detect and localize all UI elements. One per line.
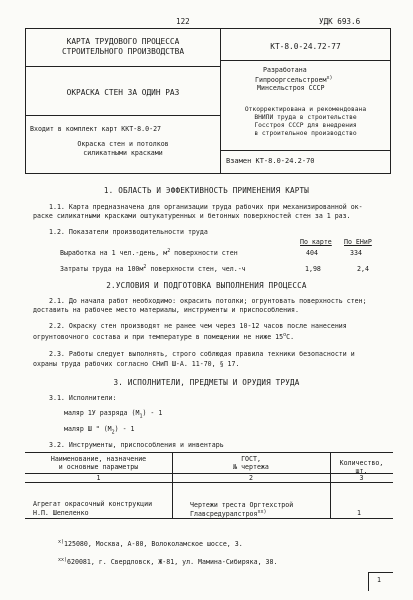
- developed-label: Разработана: [263, 66, 307, 74]
- table-row-1-gost-2: Главсредуралстроя$^{хх)}$: [190, 509, 267, 519]
- table-header-gost-2: № чертежа: [233, 463, 269, 471]
- table-col-number-1: 1: [96, 474, 101, 482]
- footnote-1: $^{х)}$125080, Москва, А-80, Волоколамское шоссе, 3.: [58, 539, 243, 549]
- section-2-1-line-1: 2.1. До начала работ необходимо: окрасить потолки; огрунтовать поверхность стен;: [49, 297, 367, 305]
- set-title-1: Окраска стен и потолков: [77, 140, 169, 148]
- section-2-3-line-1: 2.3. Работы следует выполнять, строго соблюдая правила техники безопасности и: [49, 350, 355, 358]
- replaces-label: Взамен КТ-8.0-24.2-70: [226, 157, 315, 165]
- table-row-1-gost-1: Чертежи треста Оргтехстрой: [190, 501, 294, 509]
- developer-2: Минсельстроя СССР: [257, 84, 325, 92]
- set-title-2: силикатными красками: [83, 149, 163, 157]
- table-row-1-qty: 1: [357, 509, 361, 517]
- table-header-gost-1: ГОСТ,: [241, 455, 261, 463]
- table-header-name-1: Наименование, назначение: [50, 455, 147, 463]
- section-2-2-line-2: огрунтовочного состава и при температуре в помещении не ниже $15^оС$.: [33, 332, 295, 342]
- productivity-row-1-card: 404: [306, 249, 318, 257]
- column-by-card: По карте: [300, 238, 332, 246]
- table-col-number-2: 2: [249, 474, 253, 482]
- approval-line-4: в строительное производство: [254, 130, 357, 137]
- productivity-row-2-enir: 2,4: [357, 265, 369, 273]
- worker-2: маляр Ш " $(М_2) - 1$: [64, 425, 135, 436]
- table-col-number-3: 3: [359, 474, 364, 482]
- table-header-name-2: и основные параметры: [58, 463, 139, 471]
- table-row-1-name-2: Н.П. Шепеленко: [33, 509, 89, 517]
- card-title-line-2: СТРОИТЕЛЬНОГО ПРОИЗВОДСТВА: [61, 47, 185, 56]
- developer-1: Гипрооргсельстроем$^{х)}$: [255, 75, 333, 85]
- table-header-qty-1: Количество,: [339, 459, 384, 467]
- card-code: КТ-8.0-24.72-77: [270, 42, 341, 51]
- section-1-heading: 1. ОБЛАСТЬ И ЭФФЕКТИВНОСТЬ ПРИМЕНЕНИЯ КАРТЫ: [103, 186, 310, 195]
- section-2-1-line-2: доставить на рабочее место материалы, инструменты и приспособления.: [33, 306, 299, 314]
- productivity-row-1-label: Выработка на 1 чел.-день, $м^2$ поверхности стен: [60, 248, 238, 258]
- approval-line-2: ВНИПИ труда в строительстве: [254, 114, 357, 121]
- productivity-row-1-enir: 334: [350, 249, 362, 257]
- section-1-1-line-1: 1.1. Карта предназначена для организации труда рабочих при механизированной ок-: [49, 203, 363, 211]
- section-2-2-line-1: 2.2. Окраску стен производят не ранее чем через 10-12 часов после нанесения: [49, 322, 347, 330]
- productivity-row-2-label: Затраты труда на $100м^2$ поверхности стен, чел.-ч: [60, 264, 246, 274]
- worker-1: маляр 1У разряда $(М_1) - 1$: [64, 409, 163, 420]
- productivity-row-2-card: 1,98: [305, 265, 321, 273]
- included-label: Входит в комплект карт ККТ-8.0-27: [30, 125, 162, 133]
- section-2-3-line-2: охраны труда рабочих согласно СНиП Ш-А. 11-70, § 17.: [33, 360, 240, 368]
- section-3-1-label: 3.1. Исполнители:: [49, 394, 117, 402]
- approval-line-3: Госстроя СССР для внедрения: [254, 122, 357, 129]
- section-2-heading: 2.УСЛОВИЯ И ПОДГОТОВКА ВЫПОЛНЕНИЯ ПРОЦЕССА: [106, 281, 307, 290]
- card-title-line-1: КАРТА ТРУДОВОГО ПРОЦЕССА: [66, 37, 180, 46]
- table-header-qty-2: шт.: [355, 467, 368, 475]
- section-3-heading: 3. ИСПОЛНИТЕЛИ, ПРЕДМЕТЫ И ОРУДИЯ ТРУДА: [113, 378, 300, 387]
- table-row-1-name-1: Агрегат окрасочный конструкции: [33, 500, 153, 508]
- section-1-1-line-2: раске силикатными красками оштукатуренных и бетонных поверхностей стен за 1 раз.: [33, 212, 351, 220]
- udk-code: УДК 693.6: [319, 17, 361, 26]
- work-title: ОКРАСКА СТЕН ЗА ОДИН РАЗ: [66, 88, 180, 97]
- corner-number: 1: [377, 576, 381, 584]
- page-number: 122: [176, 17, 190, 26]
- section-1-2-label: 1.2. Показатели производительности труда: [49, 228, 208, 236]
- approval-line-1: Откорректирована и рекомендована: [244, 106, 367, 113]
- footnote-2: $^{хх)}$620081, г. Свердловск, Ж-81, ул. Мамина-Сибиряка, 38.: [58, 557, 278, 567]
- column-by-enir: По ЕНиР: [344, 238, 372, 246]
- section-3-2-label: 3.2. Инструменты, приспособления и инвентарь: [49, 441, 224, 449]
